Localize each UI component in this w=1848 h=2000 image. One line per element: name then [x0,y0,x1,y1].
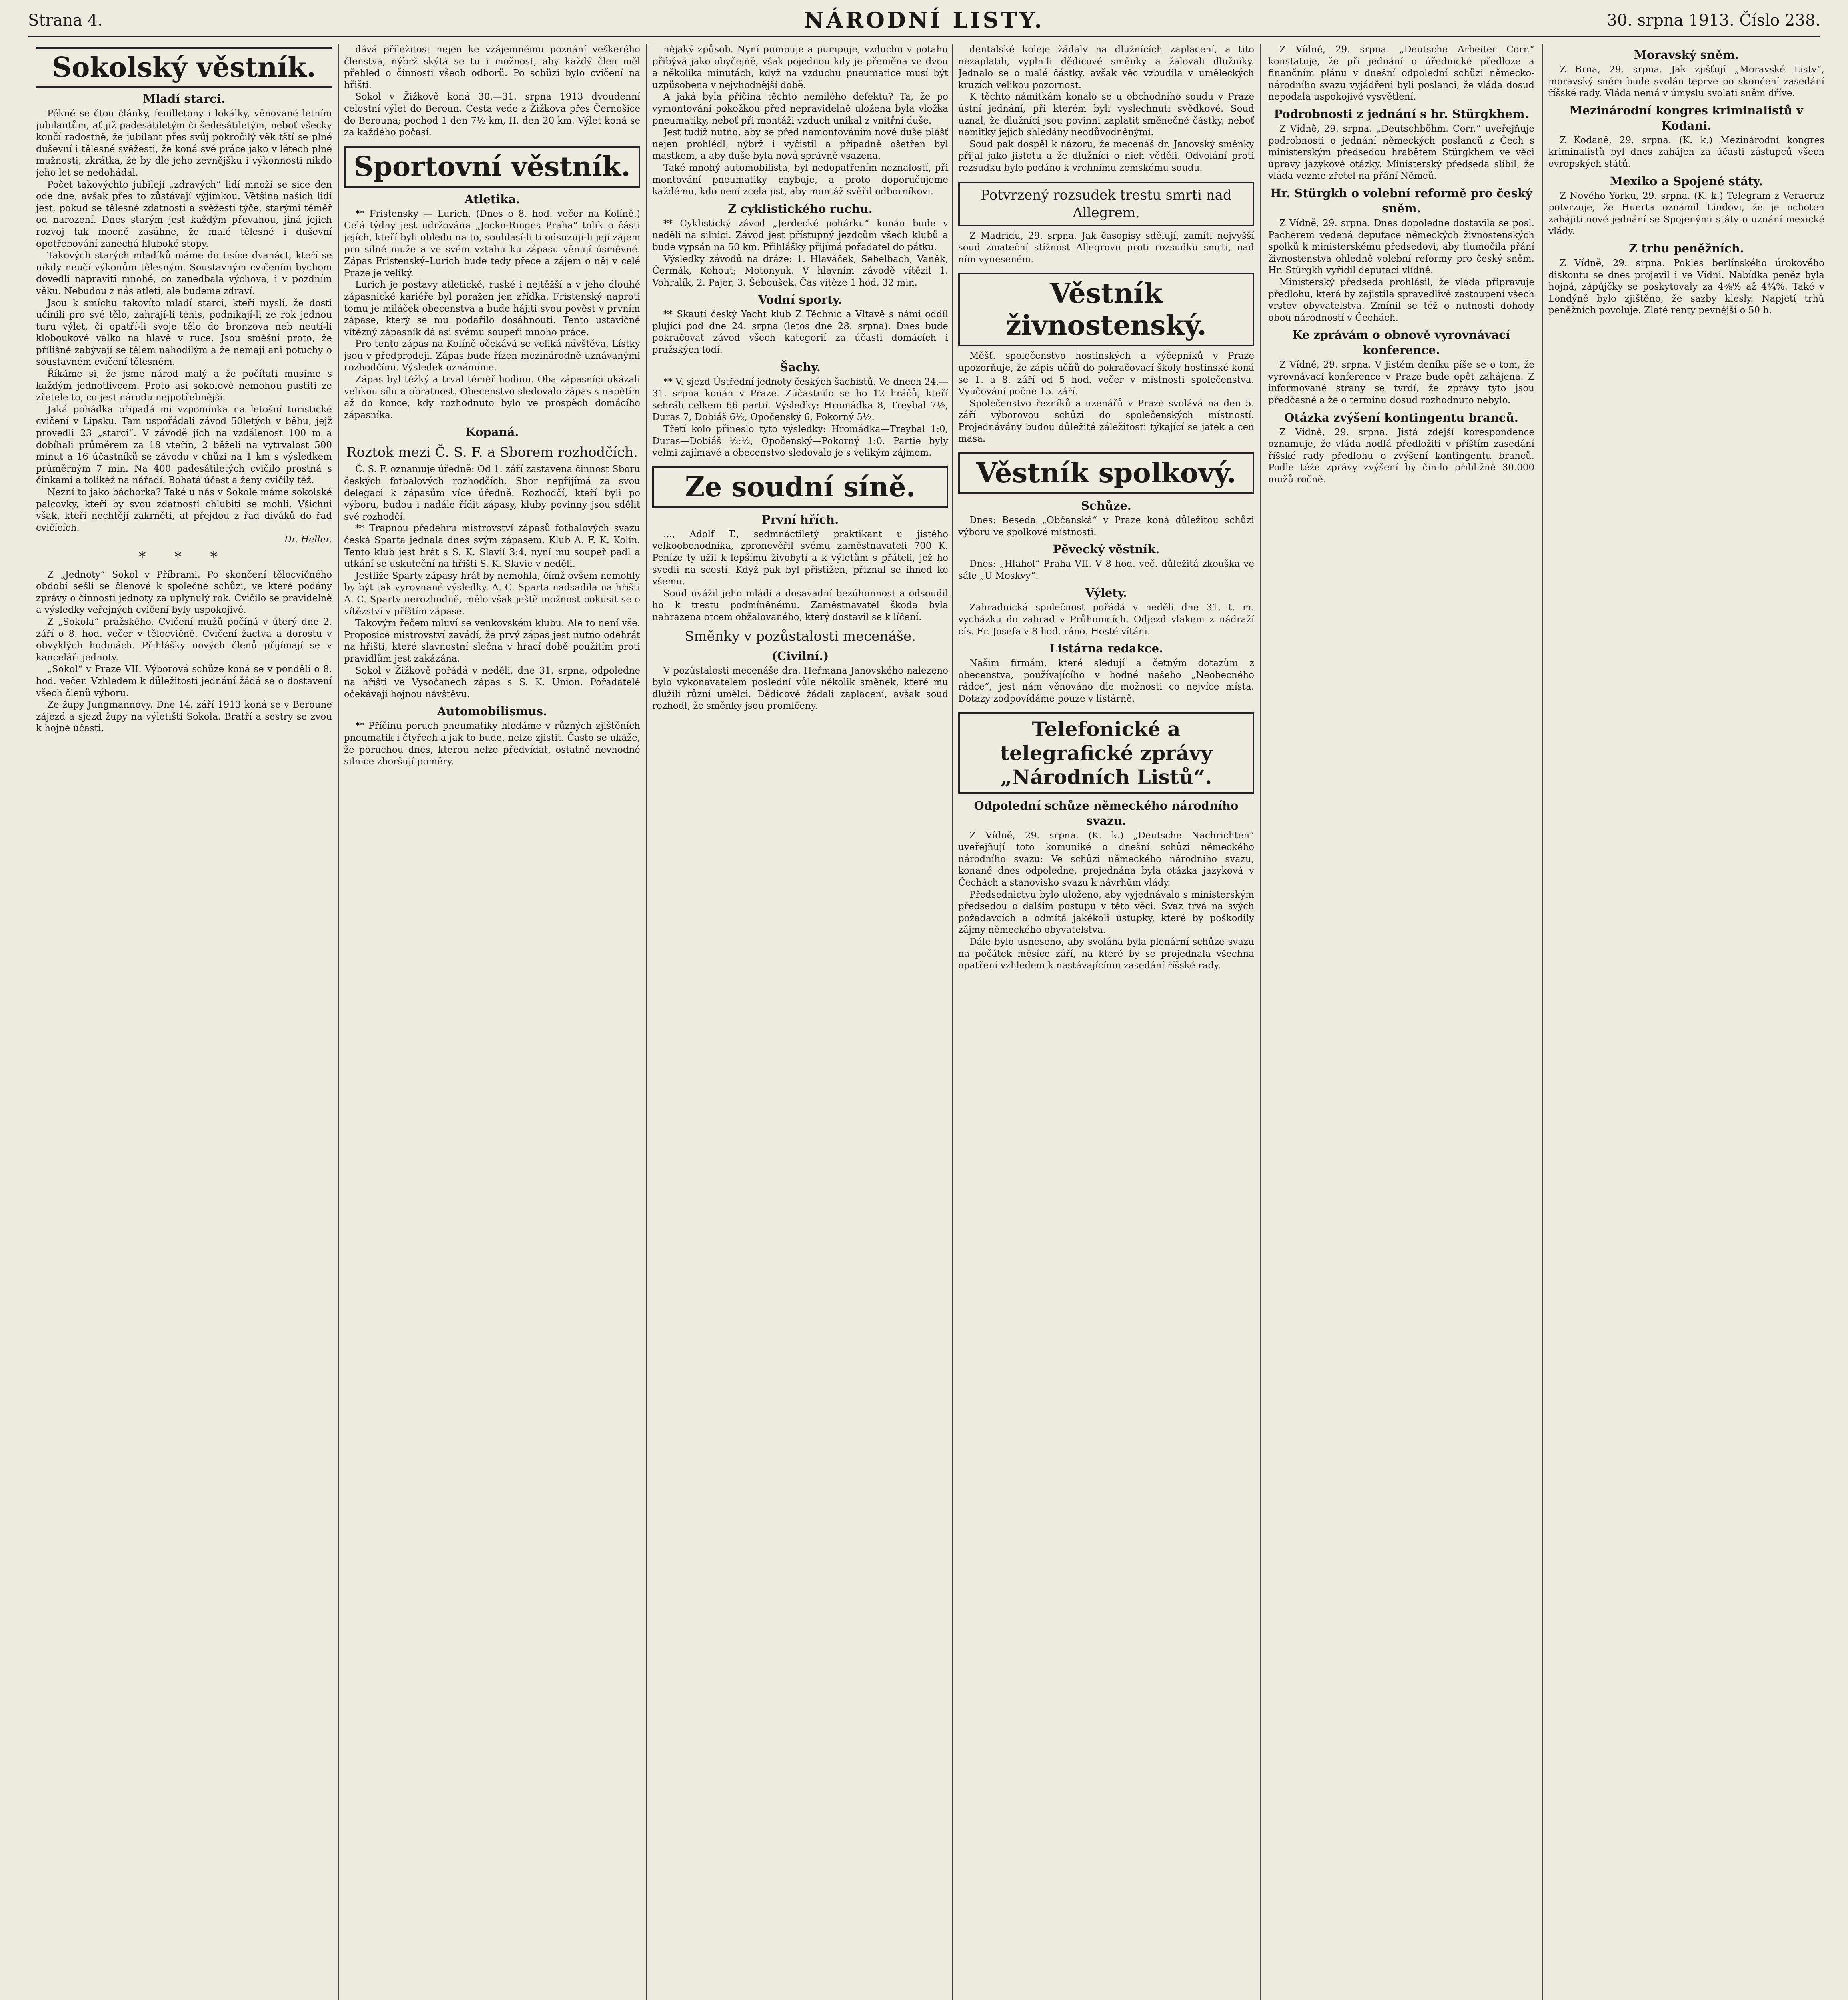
paragraph: Soud uvážil jeho mládí a dosavadní bezúhonnost a odsoudil ho k trestu podmíněnému. Zaměstnavatel škoda byla nahrazena otcem obžalovaného, který dostavil se k líčení. [652,588,948,622]
paragraph: Měšť. společenstvo hostinských a výčepníků v Praze upozorňuje, že zápis učňů do pokračovací školy hostinské koná se 1. a 8. září od 5 hod. večer v místnosti společenstva. Vyučování počne 15. září. [958,351,1254,397]
paragraph: Dnes: Beseda „Občanská“ v Praze koná důležitou schůzi výboru ve spolkové místnosti. [958,515,1254,538]
article-title: Odpolední schůze německého národního svazu. [974,798,1239,828]
subsection-heading: Výlety. [1085,586,1127,600]
article-title: Roztok mezi Č. S. F. a Sborem rozhodčích. [346,444,638,461]
article-title: Potvrzený rozsudek trestu smrti nad Allegrem. [958,182,1254,226]
article-title: Směnky v pozůstalosti mecenáše. [685,628,916,644]
paragraph: Č. S. F. oznamuje úředně: Od 1. září zastavena činnost Sboru českých fotbalových rozhodčích. Sbor nepřijímá za svou delegaci k zápasům více úředně. Rozhodčí, kteří byli po výboru, budou i nadále řídit zápasy, kluby povinny jsou sdělit své rozhodčí. [344,464,640,522]
paragraph: Sokol v Žižkově pořádá v neděli, dne 31. srpna, odpoledne na hřišti ve Vysočanech zápas s S. K. Union. Pořadatelé očekávají hojnou návštěvu. [344,665,640,700]
column-6 [1548,44,1824,2000]
subsection-heading: Vodní sporty. [758,293,842,307]
paragraph: Z Nového Yorku, 29. srpna. (K. k.) Telegram z Veracruz potvrzuje, že Huerta oznámil Lindovi, že je ochoten zahájiti nové jednání se Spojenými státy o uznání mexické vlády. [1548,190,1824,237]
paragraph: Z Vídně, 29. srpna. (K. k.) „Deutsche Nachrichten“ uveřejňují toto komuniké o dnešní schůzi německého národního svazu: Ve schůzi německého národního svazu, konané dnes odpoledne, projednána byla otázka jazyková v Čechách a stanovisko svazu k návrhům vlády. [958,830,1254,888]
issue-date: 30. srpna 1913. Číslo 238. [1607,11,1820,30]
paragraph: Jest tudíž nutno, aby se před namontováním nové duše plášť nejen prohlédl, nýbrž i vyčistil a případně ošetřen byl mastkem, a aby duše byla nová správně vsazena. [652,127,948,162]
paragraph: Pěkně se čtou články, feuilletony i lokálky, věnované letním jubilantům, ať již padesátiletým či šedesátiletým, neboť všecky končí radostně, že jubilant přes svůj pokročilý věk tští se plné duševní i tělesné svěžesti, že koná své práce jako v létech plné mužnosti, zkrátka, že by dle jeho zevnějšku i výkonnosti nikdo jeho let se nedohádal. [36,108,332,178]
paragraph: Společenstvo řezníků a uzenářů v Praze svolává na den 5. září výborovou schůzi do společenských místností. Projednávány budou důležité záležitosti týkající se jatek a cen masa. [958,398,1254,444]
paragraph: Ze župy Jungmannovy. Dne 14. září 1913 koná se v Beroune zájezd a sjezd župy na výletišti Sokola. Bratří a sestry se zvou k hojné účasti. [36,700,332,734]
paragraph: ** Cyklistický závod „Jerdecké pohárku“ konán bude v neděli na silnici. Závod jest přístupný jezdcům všech klubů a bude vypsán na 50 km. Přihlášky přijímá pořadatel do pátku. [652,218,948,252]
subsection-heading: Kopaná. [465,425,519,439]
column-rule [952,44,953,2000]
column-rule [338,44,339,2000]
column-2 [344,44,640,2000]
article-title: Mezinárodní kongres kriminalistů v Kodani. [1570,103,1803,132]
paragraph: Počet takovýchto jubilejí „zdravých“ lidí množí se sice den ode dne, avšak přes to zůstávají výjimkou. Většina našich lidí jest, pokud se tělesné zdatnosti a svěžesti týče, starými téměř od narození. Dnes starým jest každým převahou, jiná jejich rozvoj tak mocně zasáhne, že malé tělesné i duševní opotřebování zanechá hluboké stopy. [36,179,332,249]
paragraph: Z Vídně, 29. srpna. „Deutschböhm. Corr.“ uveřejňuje podrobnosti o jednání německých poslanců z Čech s ministerským předsedou hrabětem Stürgkhem ve věci úpravy jazykové otázky. Ministerský předseda slíbil, že vláda vezme zřetel na přání Němců. [1268,123,1534,182]
paragraph: A jaká byla příčina těchto nemilého defektu? Ta, že po vymontování pokožkou před nepravidelně uložena byla vložka pneumatiky, neboť při montáži vzduch unikal z vnitřní duše. [652,92,948,126]
paragraph: Zápas byl těžký a trval téměř hodinu. Oba zápasníci ukázali velikou sílu a obratnost. Obecenstvo sledovalo zápas s napětím až do konce, kdy rozhodnuto bylo ve prospěch domácího zápasníka. [344,374,640,420]
paragraph: ** V. sjezd Ústřední jednoty českých šachistů. Ve dnech 24.—31. srpna konán v Praze. Zúčastnilo se ho 12 hráčů, kteří sehráli celkem 66 partií. Výsledky: Hromádka 8, Treybal 7½, Duras 7, Dobiáš 6½, Opočenský 6, Pokorný 5½. [652,376,948,423]
paragraph: ** Skautí český Yacht klub Z Těchnic a Vltavě s námi oddíl plující pod dne 24. srpna (letos dne 28. srpna). Dnes bude pokračovat závod všech kategorií za účasti domácích i pražských lodí. [652,309,948,356]
paragraph: Z Vídně, 29. srpna. Dnes dopoledne dostavila se posl. Pacherem vedená deputace německých živnostenských spolků k ministerskému předsedovi, aby tlumočila přání živnostenstva ohledně volební reformy pro český sněm. Hr. Stürgkh vyřídil deputaci vlídně. [1268,218,1534,276]
section-heading-sport: Sportovní věstník. [344,146,640,188]
paragraph: Říkáme si, že jsme národ malý a že počítati musíme s každým jednotlivcem. Proto asi sokolové nemohou pustiti ze zřetele to, co jest národu nejpotřebnější. [36,369,332,403]
paragraph: Z Vídně, 29. srpna. „Deutsche Arbeiter Corr.“ konstatuje, že při jednání o úřednické předloze a finančním plánu v dnešní odpolední schůzi německo-národního svazu vyjádřeni byli poslanci, že vláda dosud nepodala uspokojivé vysvětlení. [1268,44,1534,102]
paragraph: ..., Adolf T., sedmnáctiletý praktikant u jistého velkoobchodníka, zpronevěřil svému zaměstnavateli 700 K. Peníze ty užil k lepšímu živobytí a k výletům s přáteli, jež ho svedli na scestí. Když pak byl přistižen, přiznal se ihned ke všemu. [652,529,948,587]
paragraph: Z Brna, 29. srpna. Jak zjišťují „Moravské Listy“, moravský sněm bude svolán teprve po skončení zasedání říšské rady. Vláda nemá v úmyslu svolati sněm dříve. [1548,64,1824,99]
paragraph: Soud pak dospěl k názoru, že mecenáš dr. Janovský směnky přijal jako jistotu a že dlužníci o nich věděli. Odvolání proti rozsudku bylo podáno k vrchnímu zemskému soudu. [958,139,1254,173]
paragraph: ** Fristensky — Lurich. (Dnes o 8. hod. večer na Kolíně.) Celá týdny jest udržována „Jocko-Ringes Praha“ tolik o části jejích, kteří byli obledu na to, souhlasí-li ti odsuzují-li její zájem pro silné muže a ve svém vztahu ku zápasu věnují úsměvné. Zápas Fristenský–Lurich bude tedy přece a zájem o něj v celé Praze je veliký. [344,208,640,278]
article-title: Hr. Stürgkh o volební reformě pro český sněm. [1270,186,1532,215]
paragraph: dává příležitost nejen ke vzájemnému poznání veškerého členstva, nýbrž skýtá se tu i možnost, aby každý člen měl přehled o činnosti všech odborů. Po schůzi bylo cvičení na hřišti. [344,44,640,90]
column-rule [1542,44,1543,2000]
paragraph: Třetí kolo přineslo tyto výsledky: Hromádka—Treybal 1:0, Duras—Dobiáš ½:½, Opočenský—Pokorný 1:0. Partie byly velmi zajímavé a obecenstvo sledovalo je s velikým zájmem. [652,424,948,458]
paragraph: nějaký způsob. Nyní pumpuje a pumpuje, vzduchu v potahu přibývá jako obyčejně, však pojednou kdy je přeměna ve dvou a několika minutách, když na vzduchu pneumatice musí být uzpůsobena v nejvhodnější době. [652,44,948,90]
column-3 [652,44,948,2000]
section-heading-clubs: Věstník spolkový. [958,452,1254,494]
separator: * * * [138,549,230,566]
page-number: Strana 4. [28,11,103,30]
article-title: Mladí starci. [143,92,225,106]
paragraph: Zahradnická společnost pořádá v neděli dne 31. t. m. vycházku do zahrad v Průhonicích. Odjezd vlakem z nádraží cís. Fr. Josefa v 8 hod. ráno. Hosté vítáni. [958,602,1254,637]
article-title: Moravský sněm. [1634,48,1739,62]
paragraph: Dnes: „Hlahol“ Praha VII. V 8 hod. več. důležitá zkouška ve sále „U Moskvy“. [958,559,1254,581]
subsection-heading: Z cyklistického ruchu. [728,202,873,216]
paragraph: ** Trapnou předehru mistrovství zápasů fotbalových svazu česká Sparta jednala dnes svým zápasem. Klub A. F. K. Kolín. Tento klub jest hrát s S. K. Slavií 3:4, nyní mu soupeř padl a utkání se uskuteční na hřišti S. K. Slavie v neděli. [344,523,640,570]
column-5 [1268,44,1534,2000]
paragraph: Z Madridu, 29. srpna. Jak časopisy sdělují, zamítl nejvyšší soud zmateční stížnost Allegrovu proti rozsudku smrti, nad ním vyneseném. [958,230,1254,265]
paragraph: Z Vídně, 29. srpna. Pokles berlínského úrokového diskontu se dnes projevil i ve Vídni. Nabídka peněz byla hojná, zápůjčky se poskytovaly za 4⅝% až 4¾%. Také v Londýně bylo zjištěno, že sazby klesly. Napjetí trhů peněžních povoluje. Zlaté renty pevnější o 50 h. [1548,258,1824,316]
section-heading-sokol: Sokolský věstník. [36,47,332,88]
paragraph: Našim firmám, které sledují a četným dotazům z obecenstva, používajícího v hodné našeho „Neobecného rádce“, jest nám věnováno dle možnosti co nejvíce místa. Dotazy zodpovídáme pouze v listárně. [958,658,1254,704]
paragraph: K těchto námitkám konalo se u obchodního soudu v Praze ústní jednání, při kterém byli vyslechnuti svědkové. Soud uznal, že dlužníci jsou povinni zaplatit směnečné částky, neboť námitky jejich shledány neodůvodněnými. [958,92,1254,138]
paragraph: Nezní to jako báchorka? Také u nás v Sokole máme sokolské palcovky, kteří by svou zdatností chlubiti se mohli. Všichni však, kteří nechtějí zakrněti, ať přejdou z řad diváků do řad cvičících. [36,487,332,533]
paragraph: Z „Sokola“ pražského. Cvičení mužů počíná v úterý dne 2. září o 8. hod. večer v tělocvičně. Cvičení žactva a dorostu v obvyklých hodinách. Přihlášky nových členů přijímají se v kanceláři jednoty. [36,616,332,663]
paragraph: Výsledky závodů na dráze: 1. Hlaváček, Sebelbach, Vaněk, Čermák, Kohout; Motonyuk. V hlavním závodě vítězil 1. Vohralík, 2. Pajer, 3. Šeboušek. Čas vítěze 1 hod. 32 min. [652,254,948,288]
paragraph: Z Vídně, 29. srpna. Jistá zdejší korespondence oznamuje, že vláda hodlá předložiti v příštím zasedání říšské rady předlohu o zvýšení kontingentu branců. Podle téže zprávy zvýšení by činilo přibližně 30.000 mužů ročně. [1268,427,1534,485]
article-title: Z trhu peněžních. [1629,241,1744,255]
article-title: První hřích. [761,512,839,526]
paragraph: Také mnohý automobilista, byl nedopatřením neznalostí, při montování pneumatiky chybuje, a proto doporučujeme každému, kdo není zcela jist, aby montáž svěřil odborníkovi. [652,162,948,197]
paragraph: Ministerský předseda prohlásil, že vláda připravuje předlohu, která by zajistila spravedlivé zastoupení všech vrstev obyvatelstva. Zmínil se též o nutnosti dohody obou národností v Čechách. [1268,277,1534,323]
subsection-heading: Pěvecký věstník. [1053,542,1160,556]
paragraph: Takovým řečem mluví se venkovském klubu. Ale to není vše. Proposice mistrovství zavádí, že prvý zápas jest nutno odehrát na hřišti, které slavnostní slečna v hrací době použitím proti pravidlům jest zakázána. [344,618,640,664]
paragraph: dentalské koleje žádaly na dlužnících zaplacení, a tito nezaplatili, vyplnili dědicové směnky a žalovali dlužníky. Jednalo se o malé částky, avšak věc vzbudila v uměleckých kruzích velikou pozornost. [958,44,1254,90]
subsection-heading: Listárna redakce. [1049,642,1163,656]
section-heading-trade: Věstník živnostenský. [958,273,1254,346]
column-1 [36,44,332,2000]
subsection-heading: Atletika. [464,192,520,206]
paragraph: Dále bylo usneseno, aby svolána byla plenární schůze svazu na počátek měsíce září, na které by se projednala všechna opatření vzhledem k nastávajícímu zasedání říšské rady. [958,936,1254,971]
paragraph: Takových starých mladíků máme do tisíce dvanáct, kteří se nikdy neučí výkonům tělesným. Soustavným cvičením bychom dovedli napraviti mnohé, co zanedbala výchova, i v pozdním věku. Nebudou z nás atleti, ale budeme zdraví. [36,250,332,296]
paragraph: Z Vídně, 29. srpna. V jistém deníku píše se o tom, že vyrovnávací konference v Praze bude opět zahájena. Z informované strany se tvrdí, že zprávy tyto jsou předčasné a že o termínu dosud rozhodnuto nebylo. [1268,360,1534,406]
paragraph: ** Příčinu poruch pneumatiky hledáme v různých zjištěních pneumatik i čtyřech a jak to bude, nelze zjistit. Často se ukáže, že poruchou dnes, kterou nelze předvídat, ostatně nevhodné silnice zhoršují poměry. [344,721,640,767]
author-signature: Dr. Heller. [284,534,332,545]
column-4 [958,44,1254,2000]
subsection-heading: Schůze. [1081,499,1131,513]
section-heading-court: Ze soudní síně. [652,466,948,508]
paragraph: „Sokol“ v Praze VII. Výborová schůze koná se v pondělí o 8. hod. večer. Vzhledem k důležitosti jednání žádá se o dostavení všech členů výboru. [36,664,332,698]
paragraph: Jsou k smíchu takovíto mladí starci, kteří myslí, že dosti učinili pro své tělo, zahrají-li tenis, podnikají-li ze rok jednou turu výlet, či opatří-li svoje tělo do bronzova neb neutí-li kloboukové válko na hlavě v ruce. Jsou směšní proto, že přílišně zabývají se tělem nahodilým a že nemají ani potuchy o soustavném cvičení tělesném. [36,298,332,368]
article-title: Otázka zvýšení kontingentu branců. [1284,410,1518,424]
masthead-title: NÁRODNÍ LISTY. [804,7,1045,33]
paragraph: Jestliže Sparty zápasy hrát by nemohla, čímž ovšem nemohly by být tak vyrovnané výsledky. A. C. Sparta nadsadila na hřišti A. C. Sparty nerozhodně, mělo však ještě možnost pokusit se o vítězství v příštím zápase. [344,570,640,617]
paragraph: Lurich je postavy atletické, ruské i nejtěžší a v jeho dlouhé zápasnické kariéře byl poražen jen zřídka. Fristenský naproti tomu je miláček obecenstva a bude hájiti svou pověst v prvním zápase, který se mu podařilo dosáhnouti. Tento ustavičně vítězný zápasník dá asi svému soupeři mnoho práce. [344,280,640,338]
article-title: Podrobnosti z jednání s hr. Stürgkhem. [1274,107,1529,121]
subsection-heading: Šachy. [779,360,821,374]
column-rule [646,44,647,2000]
page-header [28,7,1820,38]
paragraph: Z „Jednoty“ Sokol v Příbrami. Po skončení tělocvičného období sešli se členové k společné schůzi, ve které podány zprávy o činnosti jednoty za uplynulý rok. Cvičilo se pravidelně a výsledky veřejných cvičení byly uspokojivé. [36,569,332,616]
paragraph: Sokol v Žižkově koná 30.—31. srpna 1913 dvoudenní celostní výlet do Beroun. Cesta vede z Žižkova přes Černošice do Berouna; pochod 1 den 7½ km, II. den 20 km. Výlet koná se za každého počasí. [344,92,640,138]
article-title: Mexiko a Spojené státy. [1610,174,1763,188]
subsection-heading: Automobilismus. [437,704,547,718]
section-heading-telegraph: Telefonické a telegrafické zprávy „Národních Listů“. [958,712,1254,794]
paragraph: Z Kodaně, 29. srpna. (K. k.) Mezinárodní kongres kriminalistů byl dnes zahájen za účasti zástupců všech evropských států. [1548,135,1824,169]
column-rule [1260,44,1261,2000]
article-subtitle: (Civilní.) [771,649,829,663]
paragraph: V pozůstalosti mecenáše dra. Heřmana Janovského nalezeno bylo vykonavatelem poslední vůle několik směnek, které mu dlužili různí umělci. Dědicové žádali zaplacení, avšak soud rozhodl, že směnky jsou promlčeny. [652,665,948,712]
paragraph: Předsednictvu bylo uloženo, aby vyjednávalo s ministerským předsedou o dalším postupu v této věci. Svaz trvá na svých požadavcích a odmítá jakékoli ústupky, které by poškodily zájmy německého obyvatelstva. [958,889,1254,936]
paragraph: Jaká pohádka připadá mi vzpomínka na letošní turistické cvičení v Lipsku. Tam uspořádali závod 50letých v běhu, jejž provedli 23 „starci“. V závodě jich na vzdálenost 100 m a dobíhali průměrem za 18 vteřin, 2 běželi na vytrvalost 500 minut a 16 účastníků se závodu v chůzi na 1 km s výsledkem průměrným 7 min. Na 400 padesátiletých cvičilo prostná s činkami a tolikéž na nářadí. Bohatá účast a ženy cvičily též. [36,404,332,486]
paragraph: Pro tento zápas na Kolíně očekává se veliká návštěva. Lístky jsou v předprodeji. Zápas bude řízen mezinárodně uznávanými rozhodčími. Výsledek oznámíme. [344,339,640,373]
article-title: Ke zprávám o obnově vyrovnávací konference. [1292,328,1510,357]
